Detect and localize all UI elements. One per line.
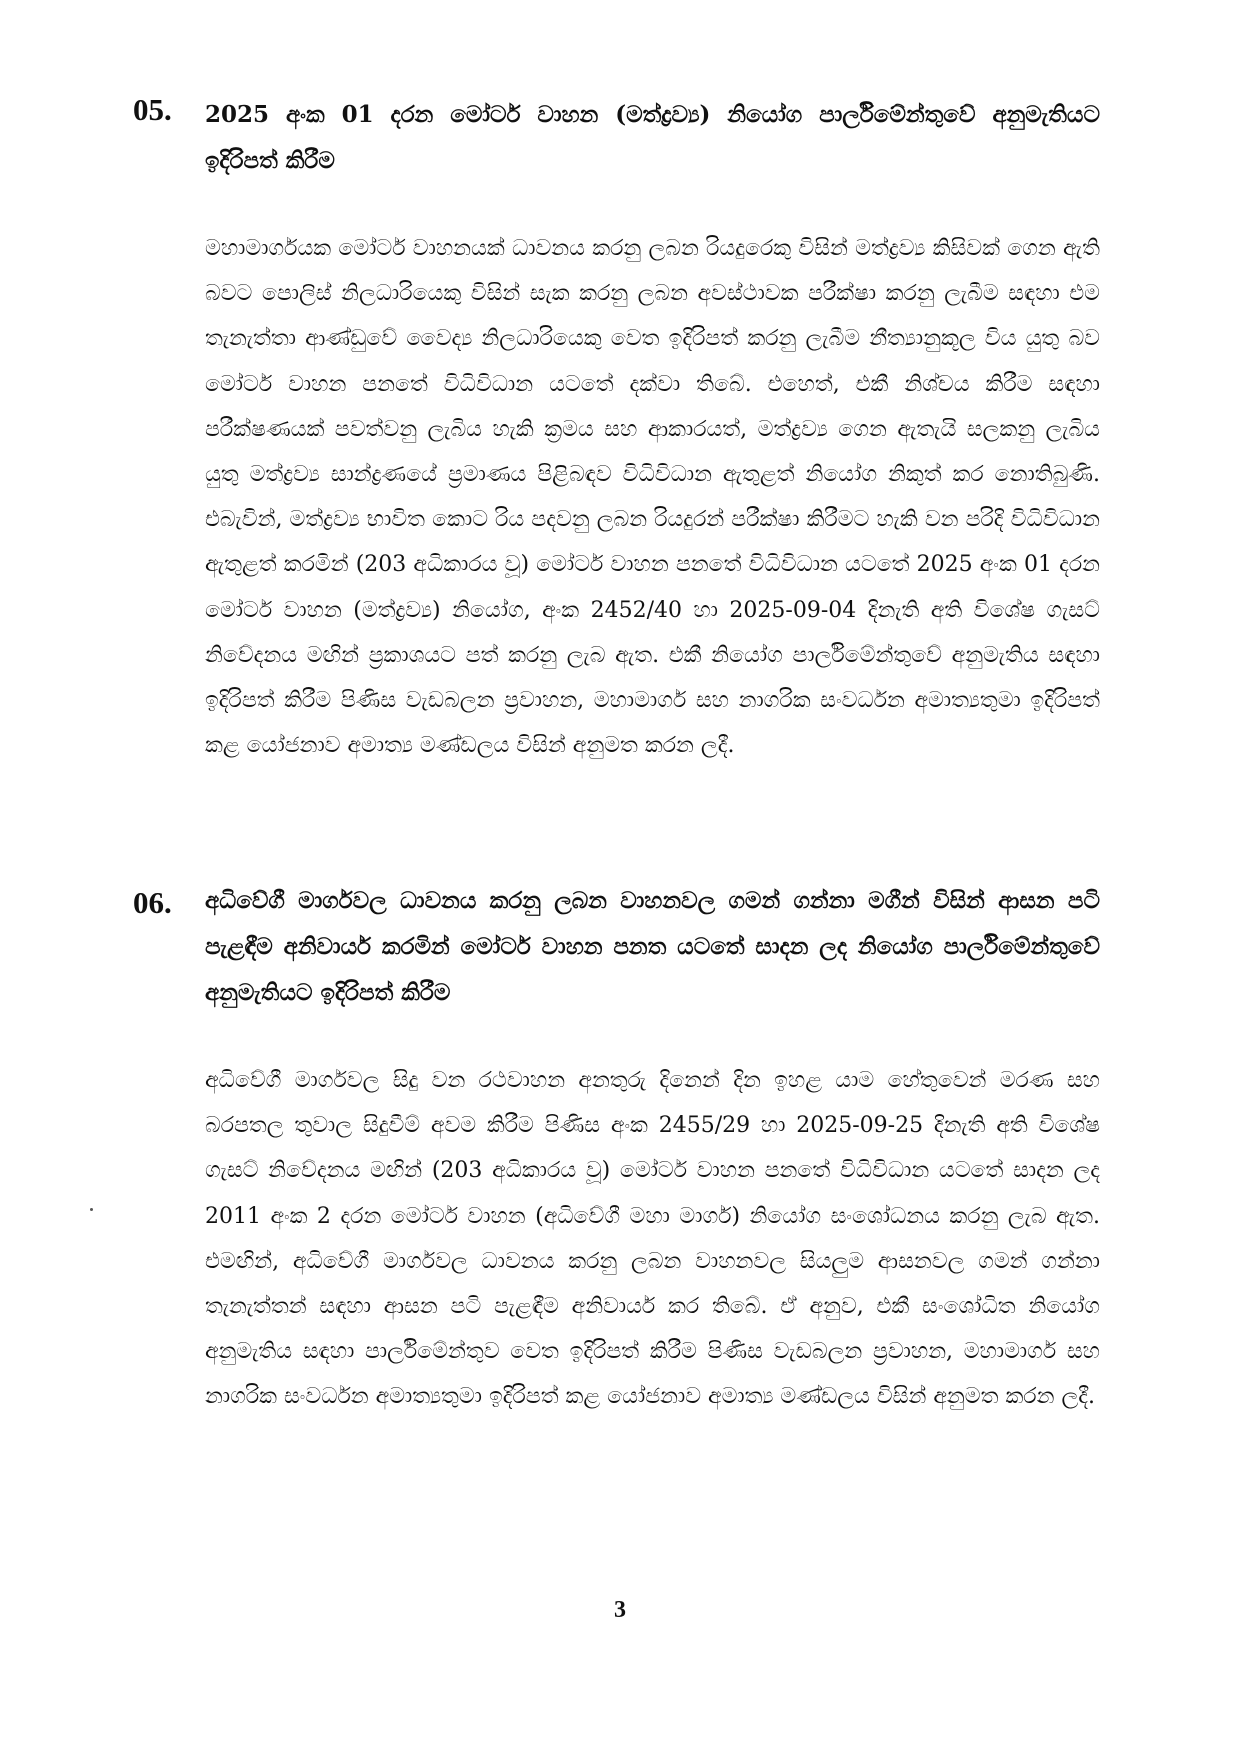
- item-body-05: මහාමාර්ගයක මෝටර් වාහනයක් ධාවනය කරනු ලබන රියදුරෙකු විසින් මත්ද්‍රව්‍ය කිසිවක් ගෙන ඇති බවට පොලිස් නිලධාරියෙකු විසින් සැක කරනු ලබන අවස්ථාවක පරීක්ෂා කරනු ලැබීම සඳහා එම තැනැත්තා ආණ්ඩුවේ වෛද්‍ය නිලධාරියෙකු වෙත ඉදිරිපත් කරනු ලැබීම නීත්‍යානුකූල විය යුතු බව මෝටර් වාහන පනතේ විධිවිධාන යටතේ දක්වා තිබේ. එහෙත්, එකී නිශ්චය කිරීම සඳහා පරීක්ෂණයක් පවත්වනු ලැබිය හැකි ක්‍රමය සහ ආකාරයත්, මත්ද්‍රව්‍ය ගෙන ඇතැයි සලකනු ලැබිය යුතු මත්ද්‍රව්‍ය සාන්ද්‍රණයේ ප්‍රමාණය පිළිබඳව විධිවිධාන ඇතුළත් නියෝග නිකුත් කර නොතිබුණි. එබැවින්, මත්ද්‍රව්‍ය භාවිත කොට රිය පදවනු ලබන රියදුරන් පරීක්ෂා කිරීමට හැකි වන පරිදි විධිවිධාන ඇතුළත් කරමින් (203 අධිකාරය වූ) මෝටර් වාහන පනතේ විධිවිධාන යටතේ 2025 අංක 01 දරන මෝටර් වාහන (මත්ද්‍රව්‍ය) නියෝග, අංක 2452/40 හා 2025-09-04 දිනැති අති විශේෂ ගැසට් නිවේදනය මඟින් ප්‍රකාශයට පත් කරනු ලැබ ඇත. එකී නියෝග පාර්ලිමේන්තුවේ අනුමැතිය සඳහා ඉදිරිපත් කිරීම පිණිස වැඩබලන ප්‍රවාහන, මහාමාර්ග සහ නාගරික සංවර්ධන අමාත්‍යතුමා ඉදිරිපත් කළ යෝජනාව අමාත්‍ය මණ්ඩලය විසින් අනුමත කරන ලදී.: [205, 236, 1100, 759]
- scan-speck: [90, 1208, 93, 1211]
- item-number-05: 05.: [133, 92, 172, 127]
- page-number: 3: [614, 1597, 626, 1623]
- item-body-06: අධිවේගී මාර්ගවල සිදු වන රථවාහන අනතුරු දිනෙන් දින ඉහළ යාම හේතුවෙන් මරණ සහ බරපතල තුවාල සිදුවීම් අවම කිරීම පිණිස අංක 2455/29 හා 2025-09-25 දිනැති අති විශේෂ ගැසට් නිවේදනය මඟින් (203 අධිකාරය වූ) මෝටර් වාහන පනතේ විධිවිධාන යටතේ සාදන ලද 2011 අංක 2 දරන මෝටර් වාහන (අධිවේගී මහා මාර්ග) නියෝග සංශෝධනය කරනු ලැබ ඇත. එමඟින්, අධිවේගී මාර්ගවල ධාවනය කරනු ලබන වාහනවල සියලුම ආසනවල ගමන් ගන්නා තැනැත්තන් සඳහා ආසන පටි පැළඳීම අනිවාර්ය කර තිබේ. ඒ අනුව, එකී සංශෝධිත නියෝග අනුමැතිය සඳහා පාර්ලිමේන්තුව වෙත ඉදිරිපත් කිරීම පිණිස වැඩබලන ප්‍රවාහන, මහාමාර්ග සහ නාගරික සංවර්ධන අමාත්‍යතුමා ඉදිරිපත් කළ යෝජනාව අමාත්‍ය මණ්ඩලය විසින් අනුමත කරන ලදී.: [205, 1068, 1100, 1410]
- item-title-05: 2025 අංක 01 දරන මෝටර් වාහන (මත්ද්‍රව්‍ය) නියෝග පාර්ලිමේන්තුවේ අනුමැතියට ඉදිරිපත් කිරීම: [205, 101, 1100, 174]
- item-title-06: අධිවේගී මාර්ගවල ධාවනය කරනු ලබන වාහනවල ගමන් ගන්නා මගීන් විසින් ආසන පටි පැළඳීම අනිවාර්ය කරමින් මෝටර් වාහන පනත යටතේ සාදන ලද නියෝග පාර්ලිමේන්තුවේ අනුමැතියට ඉදිරිපත් කිරීම: [205, 887, 1100, 1006]
- item-number-06: 06.: [133, 885, 172, 920]
